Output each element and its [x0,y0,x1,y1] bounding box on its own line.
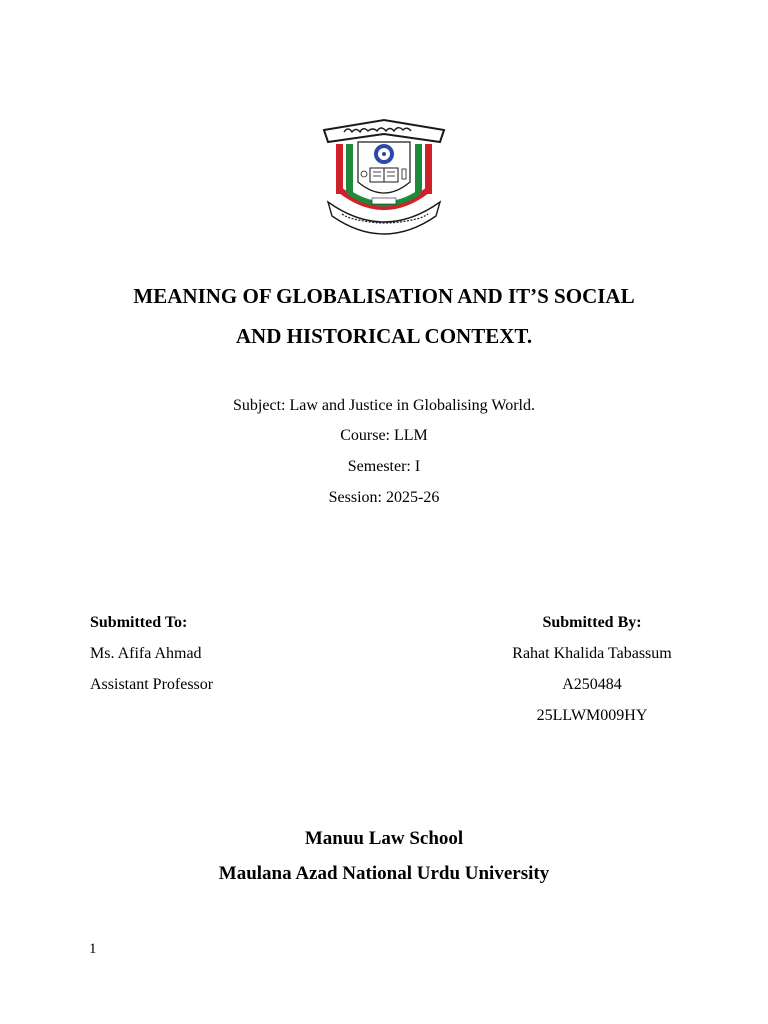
page-number: 1 [89,941,97,957]
semester-text: Semester: I [347,458,421,475]
session-text: Session: 2025-26 [328,489,440,506]
submitted-to-heading: Submitted To: [90,614,188,631]
document-title-line-2: AND HISTORICAL CONTEXT. [235,324,533,348]
submitted-to-name: Ms. Afifa Ahmad [90,645,202,662]
submitted-by-heading: Submitted By: [542,614,642,631]
submitted-by-name: Rahat Khalida Tabassum [512,645,672,662]
university-name: Maulana Azad National Urdu University [218,863,550,884]
university-emblem-icon [314,112,454,240]
course-text: Course: LLM [340,427,428,444]
school-name: Manuu Law School [304,828,464,849]
submitted-by-id2: 25LLWM009HY [536,707,648,724]
submitted-to-designation: Assistant Professor [90,676,214,693]
submitted-by-id1: A250484 [562,676,622,693]
subject-text: Subject: Law and Justice in Globalising World. [233,397,535,414]
document-title-line-1: MEANING OF GLOBALISATION AND IT’S SOCIAL [133,284,635,308]
